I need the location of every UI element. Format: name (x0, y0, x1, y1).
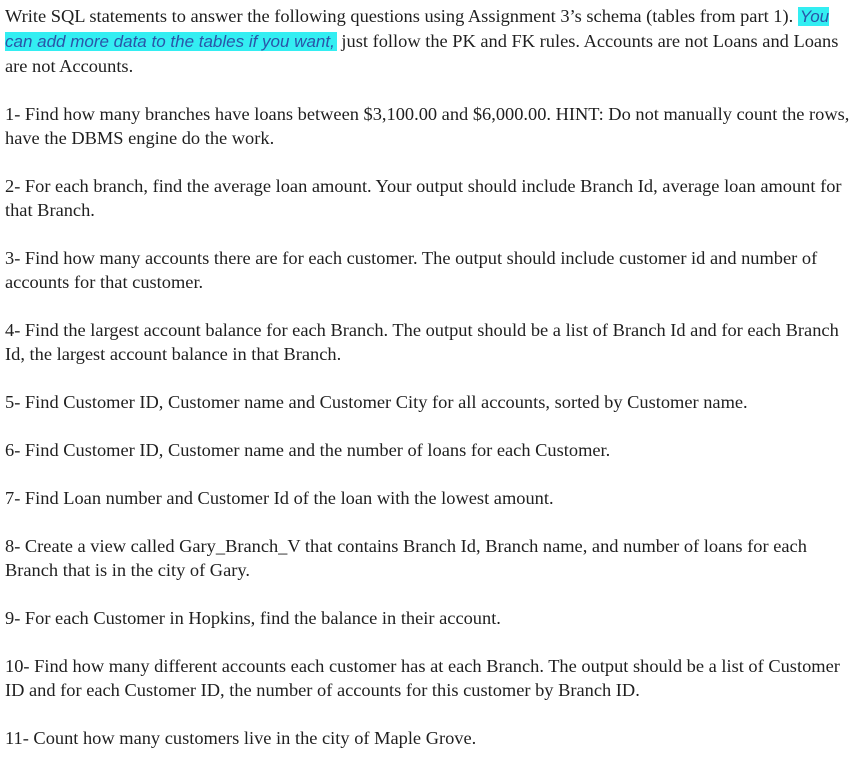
question-8: 8- Create a view called Gary_Branch_V that contains Branch Id, Branch name, and number of loans for each Branch that is in the city of Gary. (5, 536, 807, 580)
intro-text-start: Write SQL statements to answer the following questions using Assignment 3’s schema (tables from part 1). (5, 6, 798, 26)
question-3: 3- Find how many accounts there are for each customer. The output should include customer id and number of accounts for that customer. (5, 248, 818, 292)
question-10: 10- Find how many different accounts each customer has at each Branch. The output should be a list of Customer ID and for each Customer ID, the number of accounts for this customer by Branch ID. (5, 656, 840, 700)
question-7: 7- Find Loan number and Customer Id of the loan with the lowest amount. (5, 488, 554, 508)
question-11: 11- Count how many customers live in the city of Maple Grove. (5, 728, 477, 748)
intro-text-end: just follow the PK and FK rules. Accounts are not Loans and Loans are not Accounts. (5, 31, 839, 76)
question-1: 1- Find how many branches have loans between $3,100.00 and $6,000.00. HINT: Do not manually count the rows, have the DBMS engine do the work. (5, 104, 850, 148)
question-9: 9- For each Customer in Hopkins, find the balance in their account. (5, 608, 501, 628)
question-2: 2- For each branch, find the average loan amount. Your output should include Branch Id, average loan amount for that Branch. (5, 176, 842, 220)
question-6: 6- Find Customer ID, Customer name and the number of loans for each Customer. (5, 440, 611, 460)
intro-paragraph (5, 4, 851, 78)
question-5: 5- Find Customer ID, Customer name and Customer City for all accounts, sorted by Customer name. (5, 392, 748, 412)
highlighted-note: You can add more data to the tables if you want, (5, 7, 830, 51)
question-4: 4- Find the largest account balance for each Branch. The output should be a list of Branch Id and for each Branch Id, the largest account balance in that Branch. (5, 320, 839, 364)
assignment-document (5, 4, 851, 774)
